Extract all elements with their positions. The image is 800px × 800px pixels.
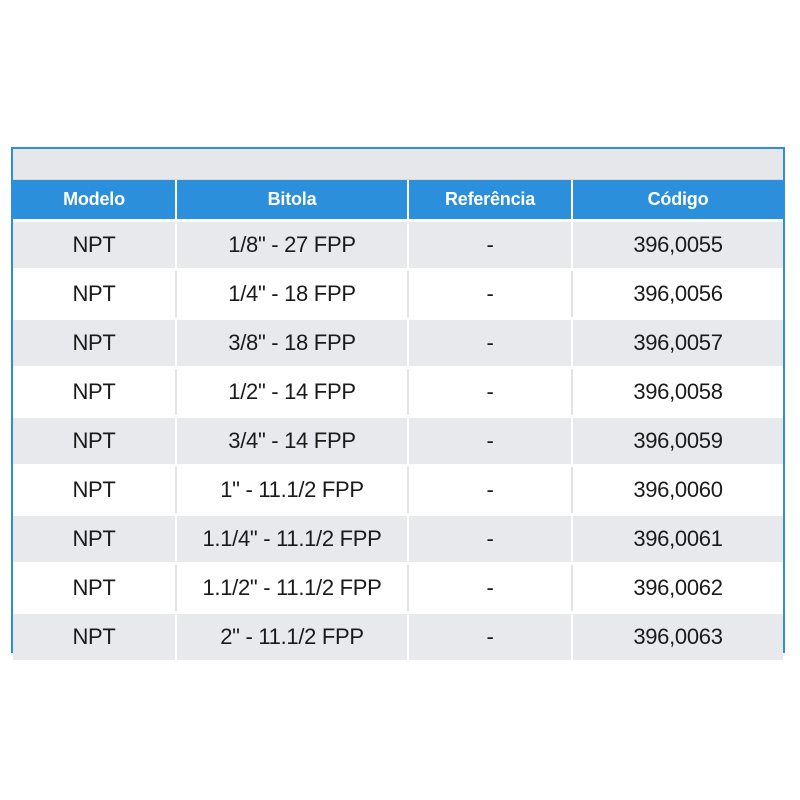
cell-referencia: - [408, 515, 572, 564]
table-row [13, 515, 783, 564]
cell-codigo: 396,0063 [572, 613, 783, 661]
cell-codigo: 396,0055 [572, 221, 783, 270]
cell-referencia: - [408, 368, 572, 417]
table-row [13, 417, 783, 466]
cell-modelo: NPT [13, 319, 176, 368]
table-row [13, 319, 783, 368]
table-row [13, 613, 783, 661]
cell-bitola: 1/2" - 14 FPP [176, 368, 408, 417]
cell-bitola: 1/8" - 27 FPP [176, 221, 408, 270]
cell-codigo: 396,0060 [572, 466, 783, 515]
table-row [13, 564, 783, 613]
cell-modelo: NPT [13, 417, 176, 466]
cell-bitola: 2" - 11.1/2 FPP [176, 613, 408, 661]
cell-codigo: 396,0058 [572, 368, 783, 417]
header-bitola: Bitola [176, 180, 408, 221]
table-top-band [13, 149, 783, 180]
cell-bitola: 1/4" - 18 FPP [176, 270, 408, 319]
cell-modelo: NPT [13, 613, 176, 661]
cell-modelo: NPT [13, 515, 176, 564]
cell-referencia: - [408, 466, 572, 515]
cell-bitola: 1.1/4" - 11.1/2 FPP [176, 515, 408, 564]
cell-referencia: - [408, 270, 572, 319]
cell-codigo: 396,0061 [572, 515, 783, 564]
cell-modelo: NPT [13, 564, 176, 613]
header-referencia: Referência [408, 180, 572, 221]
table-row [13, 270, 783, 319]
cell-bitola: 3/8" - 18 FPP [176, 319, 408, 368]
cell-referencia: - [408, 564, 572, 613]
cell-referencia: - [408, 417, 572, 466]
table-row [13, 368, 783, 417]
cell-bitola: 1.1/2" - 11.1/2 FPP [176, 564, 408, 613]
cell-codigo: 396,0056 [572, 270, 783, 319]
cell-codigo: 396,0062 [572, 564, 783, 613]
product-spec-table [13, 180, 783, 660]
cell-codigo: 396,0059 [572, 417, 783, 466]
cell-modelo: NPT [13, 221, 176, 270]
cell-referencia: - [408, 319, 572, 368]
cell-referencia: - [408, 221, 572, 270]
cell-modelo: NPT [13, 466, 176, 515]
table-header-row [13, 180, 783, 221]
product-table-frame [11, 147, 785, 653]
table-row [13, 221, 783, 270]
table-row [13, 466, 783, 515]
header-codigo: Código [572, 180, 783, 221]
cell-modelo: NPT [13, 270, 176, 319]
header-modelo: Modelo [13, 180, 176, 221]
cell-modelo: NPT [13, 368, 176, 417]
cell-codigo: 396,0057 [572, 319, 783, 368]
cell-referencia: - [408, 613, 572, 661]
cell-bitola: 1" - 11.1/2 FPP [176, 466, 408, 515]
cell-bitola: 3/4" - 14 FPP [176, 417, 408, 466]
